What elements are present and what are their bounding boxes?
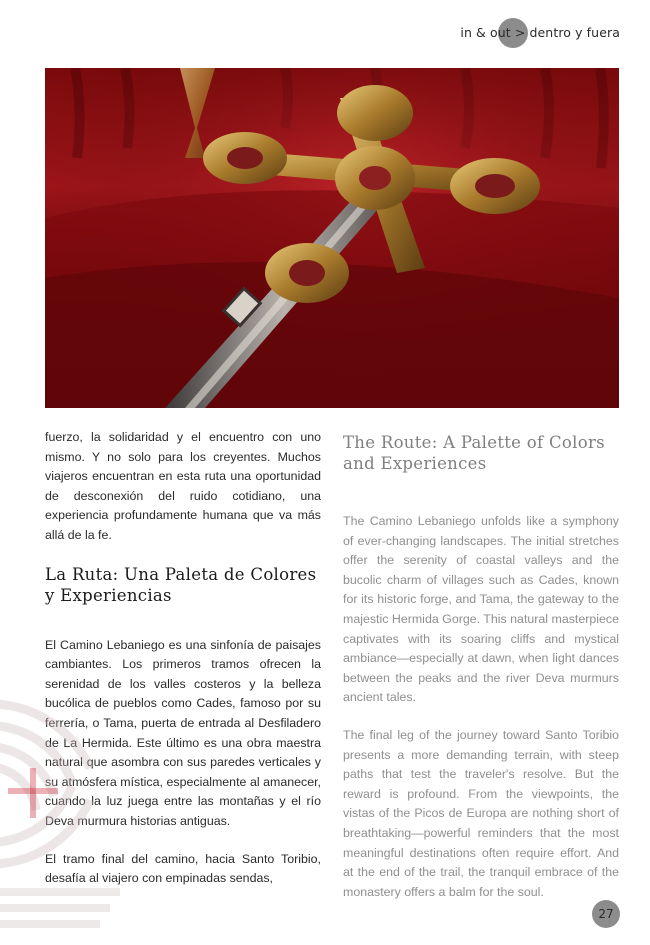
spanish-heading: La Ruta: Una Paleta de Colores y Experiencias <box>45 564 317 605</box>
section-label: in & out > dentro y fuera <box>460 25 620 40</box>
page-number: 27 <box>592 900 620 928</box>
english-heading: The Route: A Palette of Colors and Experiences <box>343 433 605 473</box>
english-paragraph-1: The Camino Lebaniego unfolds like a symphony of ever-changing landscapes. The initial stretches offer the serenity of coastal valleys and the bucolic charm of villages such as Cades, known for its historic forge, and Tama, the gateway to the majestic Hermida Gorge. This natural masterpiece captivates with its soaring cliffs and mystical ambiance—especially at dawn, when light dances between the peaks and the river Deva murmurs ancient tales. <box>343 514 619 705</box>
jeweled-cross-photo-icon <box>45 68 619 408</box>
hero-photo <box>45 68 619 408</box>
spanish-paragraph-3: El tramo final del camino, hacia Santo Toribio, desafía al viajero con empinadas sendas, <box>45 851 321 886</box>
spanish-paragraph-1: fuerzo, la solidaridad y el encuentro con uno mismo. Y no solo para los creyentes. Muchos viajeros encuentran en esta ruta una oportunidad de desconexión del ruido cotidiano, una experiencia profundamente humana que va más allá de la fe. <box>45 430 321 542</box>
camino-logo-watermark-icon <box>0 688 120 940</box>
english-paragraph-2: The final leg of the journey toward Santo Toribio presents a more demanding terrain, with steep paths that test the traveler's resolve. But the reward is profound. From the viewpoints, the vistas of the Picos de Europa are nothing short of breathtaking—powerful reminders that the most meaningful destinations often require effort. And at the end of the trail, the tranquil embrace of the monastery offers a balm for the soul. <box>343 727 619 899</box>
spanish-paragraph-2: El Camino Lebaniego es una sinfonía de paisajes cambiantes. Los primeros tramos ofrecen la serenidad de los valles costeros y la belleza bucólica de pueblos como Cades, famoso por su ferrería, o Tama, puerta de entrada al Desfiladero de La Hermida. Este último es una obra maestra natural que asombra con sus paredes verticales y su atmósfera mística, especialmente al amanecer, cuando la luz juega entre las montañas y el río Deva murmura historias antiguas. <box>45 637 321 828</box>
section-header <box>460 18 620 48</box>
english-column <box>343 432 619 920</box>
